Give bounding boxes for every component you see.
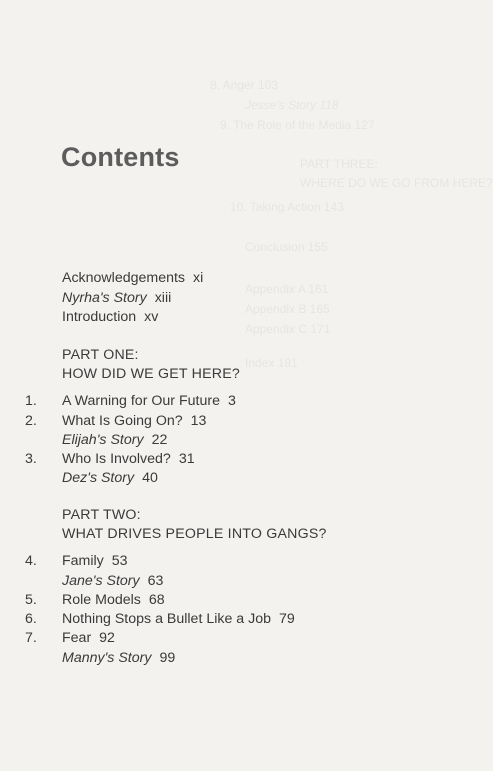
chapter-number: 7. (25, 630, 37, 646)
story-entry (62, 470, 158, 486)
page-number: 13 (190, 413, 207, 429)
entry-title: Jane's Story (62, 573, 140, 589)
entry-title: Acknowledgements (62, 270, 186, 286)
entry-title: Elijah's Story (62, 432, 144, 448)
page-number: xiii (154, 290, 172, 306)
chapter-entry (62, 630, 115, 646)
entry-title: Who Is Involved? (62, 451, 171, 467)
page-number: 40 (142, 470, 158, 486)
chapter-number: 6. (25, 611, 37, 627)
part-heading: PART TWO: (62, 507, 141, 523)
entry-title: A Warning for Our Future (62, 393, 220, 409)
chapter-number: 1. (25, 393, 37, 409)
chapter-entry (62, 451, 195, 467)
chapter-number: 3. (25, 451, 37, 467)
part-subtitle: WHAT DRIVES PEOPLE INTO GANGS? (62, 526, 327, 542)
part-heading: PART ONE: (62, 347, 139, 363)
entry-title: Introduction (62, 309, 137, 325)
page-number: 79 (279, 611, 295, 627)
page-number: xv (144, 309, 159, 325)
entry-title: Dez's Story (62, 470, 135, 486)
page-number: 31 (178, 451, 195, 467)
page-number: xi (193, 270, 204, 286)
entry-title: Role Models (62, 592, 141, 608)
entry-title: Manny's Story (62, 650, 152, 666)
entry-title: What Is Going On? (62, 413, 183, 429)
chapter-entry (62, 413, 206, 429)
story-entry (62, 650, 175, 666)
chapter-number: 5. (25, 592, 37, 608)
entry-title: Nothing Stops a Bullet Like a Job (62, 611, 272, 627)
chapter-number: 2. (25, 413, 37, 429)
front-matter-entry (62, 270, 203, 286)
front-matter-entry (62, 309, 158, 325)
page-number: 92 (99, 630, 115, 646)
page-number: 22 (151, 432, 168, 448)
story-entry (62, 573, 163, 589)
chapter-entry (62, 592, 165, 608)
chapter-entry (62, 393, 236, 409)
page-title: Contents (61, 142, 180, 172)
page-number: 63 (147, 573, 164, 589)
story-entry (62, 432, 167, 448)
page-number: 3 (227, 393, 236, 409)
part-subtitle: HOW DID WE GET HERE? (62, 366, 240, 382)
chapter-entry (62, 553, 128, 569)
chapter-number: 4. (25, 553, 37, 569)
page-number: 99 (159, 650, 176, 666)
page-number: 68 (148, 592, 165, 608)
page-number: 53 (111, 553, 128, 569)
story-entry (62, 290, 171, 306)
chapter-entry (62, 611, 295, 627)
entry-title: Nyrha's Story (62, 290, 147, 306)
entry-title: Fear (62, 630, 92, 646)
entry-title: Family (62, 553, 104, 569)
